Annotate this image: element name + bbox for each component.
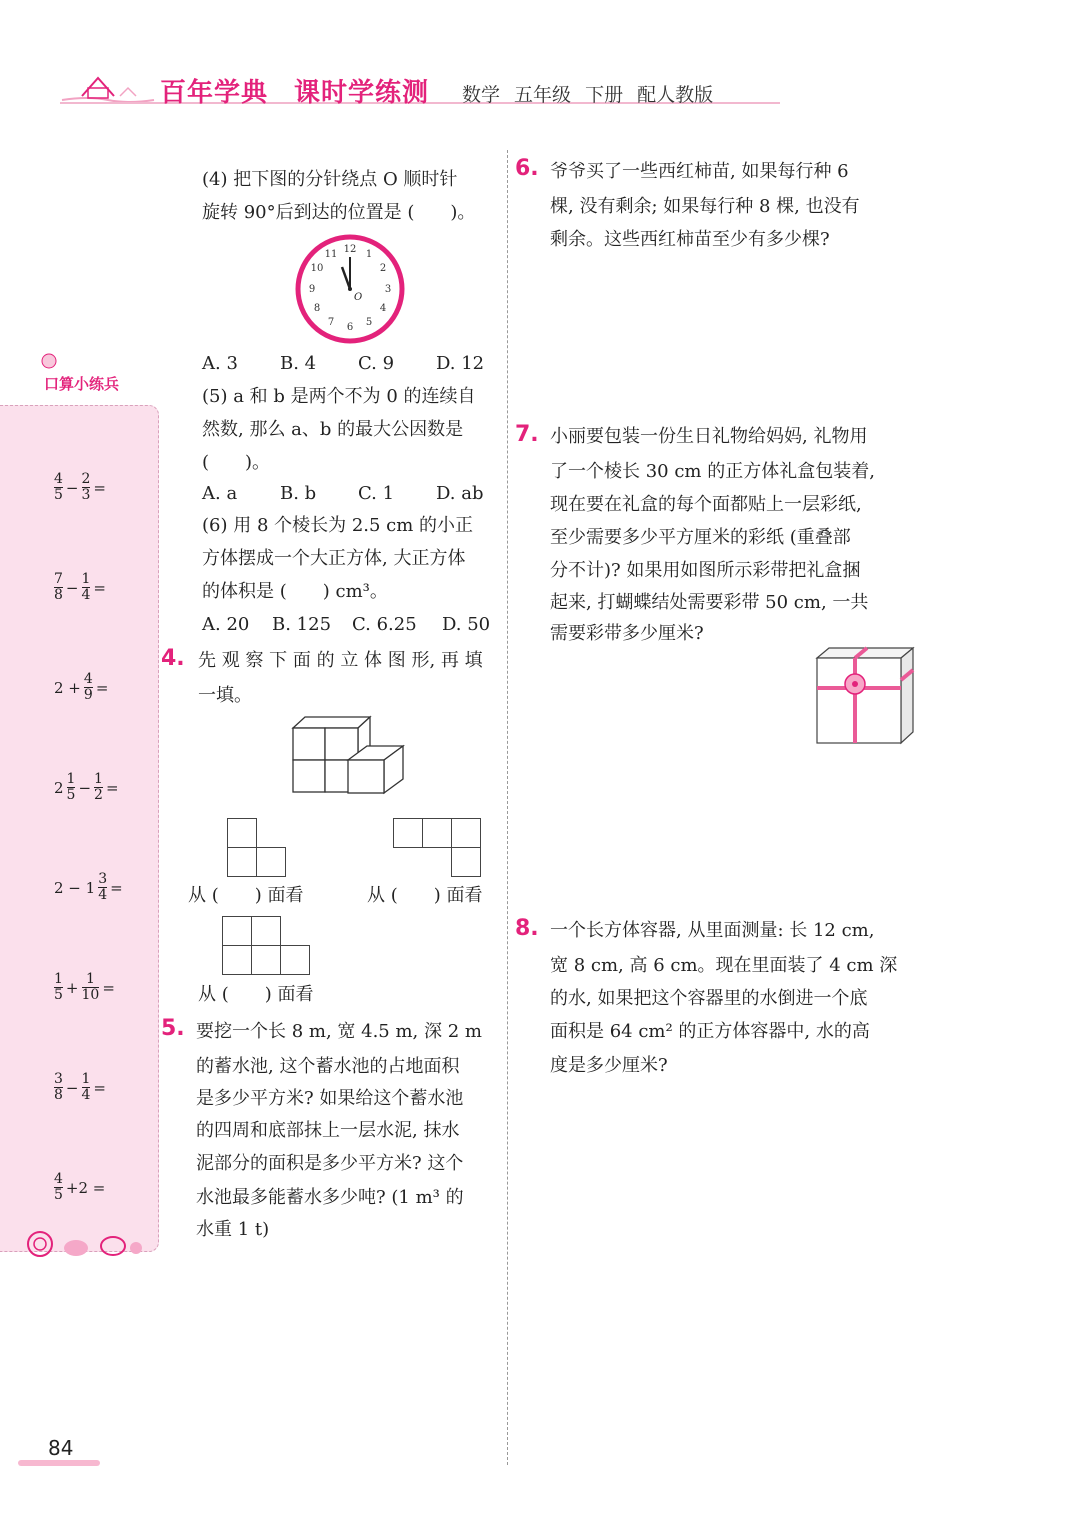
problem-8-line: 的水, 如果把这个容器里的水倒进一个底 bbox=[550, 988, 868, 1009]
problem-5-number: 5. bbox=[161, 1016, 185, 1041]
shell-decoration-icon bbox=[18, 1222, 148, 1266]
problem-6-line: 棵, 没有剩余; 如果每行种 8 棵, 也没有 bbox=[550, 196, 860, 217]
view-label-2: 从 ( ) 面看 bbox=[367, 885, 483, 906]
problem-6-line: 剩余。这些西红柿苗至少有多少棵? bbox=[550, 229, 830, 250]
problem-8-line: 一个长方体容器, 从里面测量: 长 12 cm, bbox=[550, 920, 875, 941]
clock-number: 5 bbox=[365, 317, 373, 328]
clock-number: 3 bbox=[384, 284, 392, 295]
problem-5-line: 要挖一个长 8 m, 宽 4.5 m, 深 2 m bbox=[196, 1021, 482, 1042]
calc-item: $\frac{4}{5}$ − $\frac{2}{3}$ = bbox=[54, 471, 106, 503]
q5-option-c: C. 1 bbox=[358, 483, 395, 504]
calc-item: 2 $\frac{1}{5}$ − $\frac{1}{2}$ = bbox=[54, 771, 119, 803]
clock-number: 4 bbox=[379, 303, 387, 314]
q5-option-d: D. ab bbox=[436, 483, 484, 504]
clock-number: 11 bbox=[324, 249, 338, 260]
problem-8-number: 8. bbox=[515, 916, 539, 941]
q5-option-a: A. a bbox=[202, 483, 238, 504]
calc-item: $\frac{3}{8}$ − $\frac{1}{4}$ = bbox=[54, 1071, 106, 1103]
problem-5-line: 水池最多能蓄水多少吨? (1 m³ 的 bbox=[196, 1187, 464, 1208]
problem-8-line: 度是多少厘米? bbox=[550, 1055, 668, 1076]
page-number: 84 bbox=[48, 1436, 74, 1460]
q6-line2: 方体摆成一个大正方体, 大正方体 bbox=[202, 548, 466, 569]
problem-7-line: 小丽要包装一份生日礼物给妈妈, 礼物用 bbox=[550, 426, 868, 447]
view-label-1: 从 ( ) 面看 bbox=[188, 885, 304, 906]
house-logo-icon bbox=[58, 66, 158, 106]
problem-7-line: 了一个棱长 30 cm 的正方体礼盒包装着, bbox=[550, 461, 875, 482]
calc-item: $\frac{4}{5}$ +2 = bbox=[54, 1171, 106, 1203]
calc-item: 2 − 1 $\frac{3}{4}$ = bbox=[54, 871, 123, 903]
clock-number: 6 bbox=[346, 322, 354, 333]
problem-7-number: 7. bbox=[515, 422, 539, 447]
q6-line3: 的体积是 ( ) cm³。 bbox=[202, 581, 388, 602]
calc-item: $\frac{1}{5}$ + $\frac{1}{10}$ = bbox=[54, 971, 115, 1003]
clock-number: 9 bbox=[308, 284, 316, 295]
clock-center-label: O bbox=[354, 292, 363, 303]
problem-4-number: 4. bbox=[161, 646, 185, 671]
q6-option-b: B. 125 bbox=[272, 614, 332, 635]
clock-number: 12 bbox=[343, 244, 357, 255]
brand-title: 百年学典 bbox=[160, 78, 269, 108]
problem-7-line: 分不计)? 如果用如图所示彩带把礼盒捆 bbox=[550, 560, 861, 581]
sidebar-title: 口算小练兵 bbox=[44, 375, 120, 393]
q4-option-c: C. 9 bbox=[358, 353, 395, 374]
q6-line1: (6) 用 8 个棱长为 2.5 cm 的小正 bbox=[202, 515, 474, 536]
problem-7-line: 至少需要多少平方厘米的彩纸 (重叠部 bbox=[550, 527, 851, 548]
clock-number: 2 bbox=[379, 263, 387, 274]
q5-option-b: B. b bbox=[280, 483, 317, 504]
q5-line3: ( )。 bbox=[202, 452, 271, 473]
clock-number: 7 bbox=[327, 317, 335, 328]
problem-4-line2: 一填。 bbox=[198, 685, 252, 706]
problem-7-line: 现在要在礼盒的每个面都贴上一层彩纸, bbox=[550, 494, 862, 515]
calc-item: $\frac{7}{8}$ − $\frac{1}{4}$ = bbox=[54, 571, 106, 603]
q4-line2: 旋转 90°后到达的位置是 ( )。 bbox=[202, 202, 476, 223]
problem-5-line: 水重 1 t) bbox=[196, 1219, 270, 1240]
q6-option-a: A. 20 bbox=[202, 614, 250, 635]
problem-7-line: 需要彩带多少厘米? bbox=[550, 623, 704, 644]
solid-figure bbox=[290, 714, 406, 808]
q4-line1: (4) 把下图的分针绕点 O 顺时针 bbox=[202, 169, 458, 190]
q5-line2: 然数, 那么 a、b 的最大公因数是 bbox=[202, 419, 464, 440]
problem-8-line: 宽 8 cm, 高 6 cm。现在里面装了 4 cm 深 bbox=[550, 955, 898, 976]
clock-figure bbox=[294, 233, 406, 345]
column-divider bbox=[507, 150, 508, 1465]
view-label-3: 从 ( ) 面看 bbox=[198, 984, 314, 1005]
problem-5-line: 泥部分的面积是多少平方米? 这个 bbox=[196, 1153, 464, 1174]
q6-option-c: C. 6.25 bbox=[352, 614, 417, 635]
q4-option-a: A. 3 bbox=[202, 353, 238, 374]
problem-5-line: 的四周和底部抹上一层水泥, 抹水 bbox=[196, 1120, 460, 1141]
header-info: 数学 五年级 下册 配人教版 bbox=[462, 84, 714, 106]
gift-box-figure bbox=[815, 646, 917, 746]
clock-number: 1 bbox=[365, 249, 373, 260]
q6-option-d: D. 50 bbox=[442, 614, 491, 635]
q5-line1: (5) a 和 b 是两个不为 0 的连续自 bbox=[202, 386, 476, 407]
clock-number: 8 bbox=[313, 303, 321, 314]
sidebar-panel bbox=[0, 405, 159, 1252]
sun-icon bbox=[34, 346, 64, 376]
problem-5-line: 的蓄水池, 这个蓄水池的占地面积 bbox=[196, 1056, 460, 1077]
brand-subtitle: 课时学练测 bbox=[294, 78, 430, 108]
problem-6-line: 爷爷买了一些西红柿苗, 如果每行种 6 bbox=[550, 161, 849, 182]
q4-option-d: D. 12 bbox=[436, 353, 485, 374]
problem-7-line: 起来, 打蝴蝶结处需要彩带 50 cm, 一共 bbox=[550, 592, 869, 613]
problem-4-line1: 先 观 察 下 面 的 立 体 图 形, 再 填 bbox=[198, 650, 483, 671]
clock-number: 10 bbox=[310, 263, 324, 274]
q4-option-b: B. 4 bbox=[280, 353, 317, 374]
problem-8-line: 面积是 64 cm² 的正方体容器中, 水的高 bbox=[550, 1021, 870, 1042]
calc-item: 2 + $\frac{4}{9}$ = bbox=[54, 671, 109, 703]
problem-6-number: 6. bbox=[515, 156, 539, 181]
page-number-bar bbox=[18, 1460, 100, 1466]
problem-5-line: 是多少平方米? 如果给这个蓄水池 bbox=[196, 1088, 464, 1109]
